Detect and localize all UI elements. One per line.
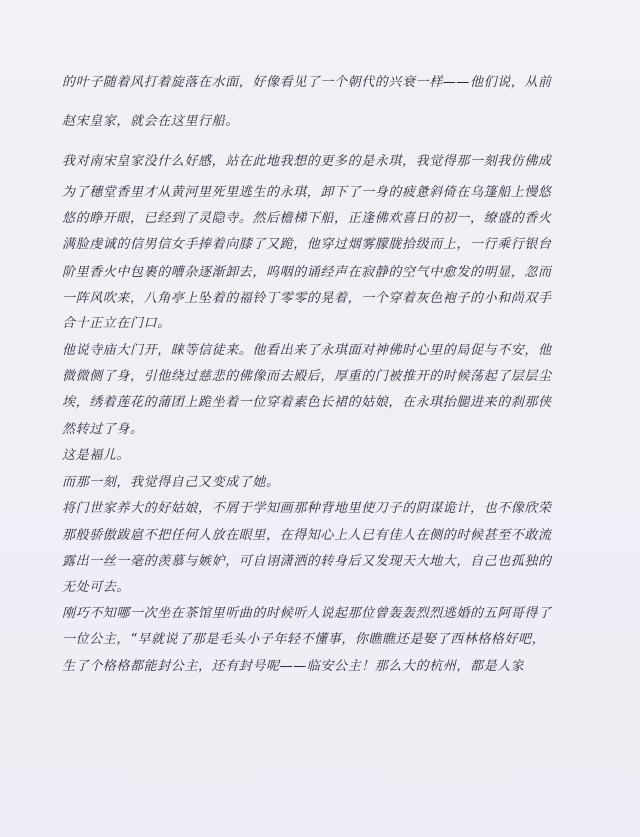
text-line: 无处可去。 (62, 580, 131, 595)
text-line: 合十正立在门口。 (62, 316, 171, 331)
text-line: 满脸虔诚的信男信女手捧着向膝了又跪，他穿过烟雾朦胧拾级而上，一行乘行银台 (62, 237, 552, 252)
text-line: 我对南宋皇家没什么好感，站在此地我想的更多的是永琪，我觉得那一刻我仿佛成 (62, 154, 552, 169)
text-line: 他说寺庙大门开，睐等信徒来。他看出来了永琪面对神佛时心里的局促与不安，他 (62, 343, 552, 358)
text-line: 赵宋皇家，就会在这里行船。 (62, 114, 239, 129)
text-line: 然转过了身。 (62, 422, 144, 437)
text-line: 为了穗堂香里才从黄河里死里逃生的永琪，卸下了一身的疲惫斜倚在乌篷船上慢悠 (62, 185, 552, 200)
text-line: 而那一刻，我觉得自己又变成了她。 (62, 475, 280, 490)
text-line: 微微侧了身，引他绕过慈悲的佛像而去殿后，厚重的门被推开的时候荡起了层层尘 (62, 369, 552, 384)
text-line: 一位公主，“早就说了那是毛头小子年轻不懂事，你瞧瞧还是娶了西林格格好吧， (62, 632, 546, 647)
text-line: 生了个格格都能封公主，还有封号呢——临安公主！那么大的杭州，都是人家 (62, 659, 525, 674)
text-line: 阶里香火中包裹的嘈杂逐渐卸去，呜咽的诵经声在寂静的空气中愈发的明显，忽而 (62, 265, 552, 280)
text-line: 刚巧不知哪一次坐在茶馆里听曲的时候听人说起那位曾轰轰烈烈逃婚的五阿哥得了 (62, 606, 552, 621)
text-line: 露出一丝一毫的羡慕与嫉妒，可自诩潇洒的转身后又发现天大地大，自己也孤独的 (62, 554, 552, 569)
text-line: 那般骄傲跋扈不把任何人放在眼里，在得知心上人已有佳人在侧的时候甚至不敢流 (62, 528, 552, 543)
text-line: 埃，绣着莲花的蒲团上跪坐着一位穿着素色长裙的姑娘，在永琪抬腿进来的刹那侠 (62, 395, 552, 410)
text-line: 将门世家养大的好姑娘，不屑于学知画那种背地里使刀子的阴谋诡计，也不像欣荣 (62, 501, 552, 516)
text-line: 一阵风吹来，八角亭上坠着的福铃丁零零的晃着，一个穿着灰色袍子的小和尚双手 (62, 291, 552, 306)
text-line: 这是褔儿。 (62, 448, 131, 463)
text-line: 悠的睁开眼，已经到了灵隐寺。然后檐梯下船，正逢佛欢喜日的初一，缭盛的香火 (62, 211, 552, 226)
text-line: 的叶子随着风打着旋落在水面，好像看见了一个朝代的兴衰一样——他们说，从前 (62, 75, 552, 90)
